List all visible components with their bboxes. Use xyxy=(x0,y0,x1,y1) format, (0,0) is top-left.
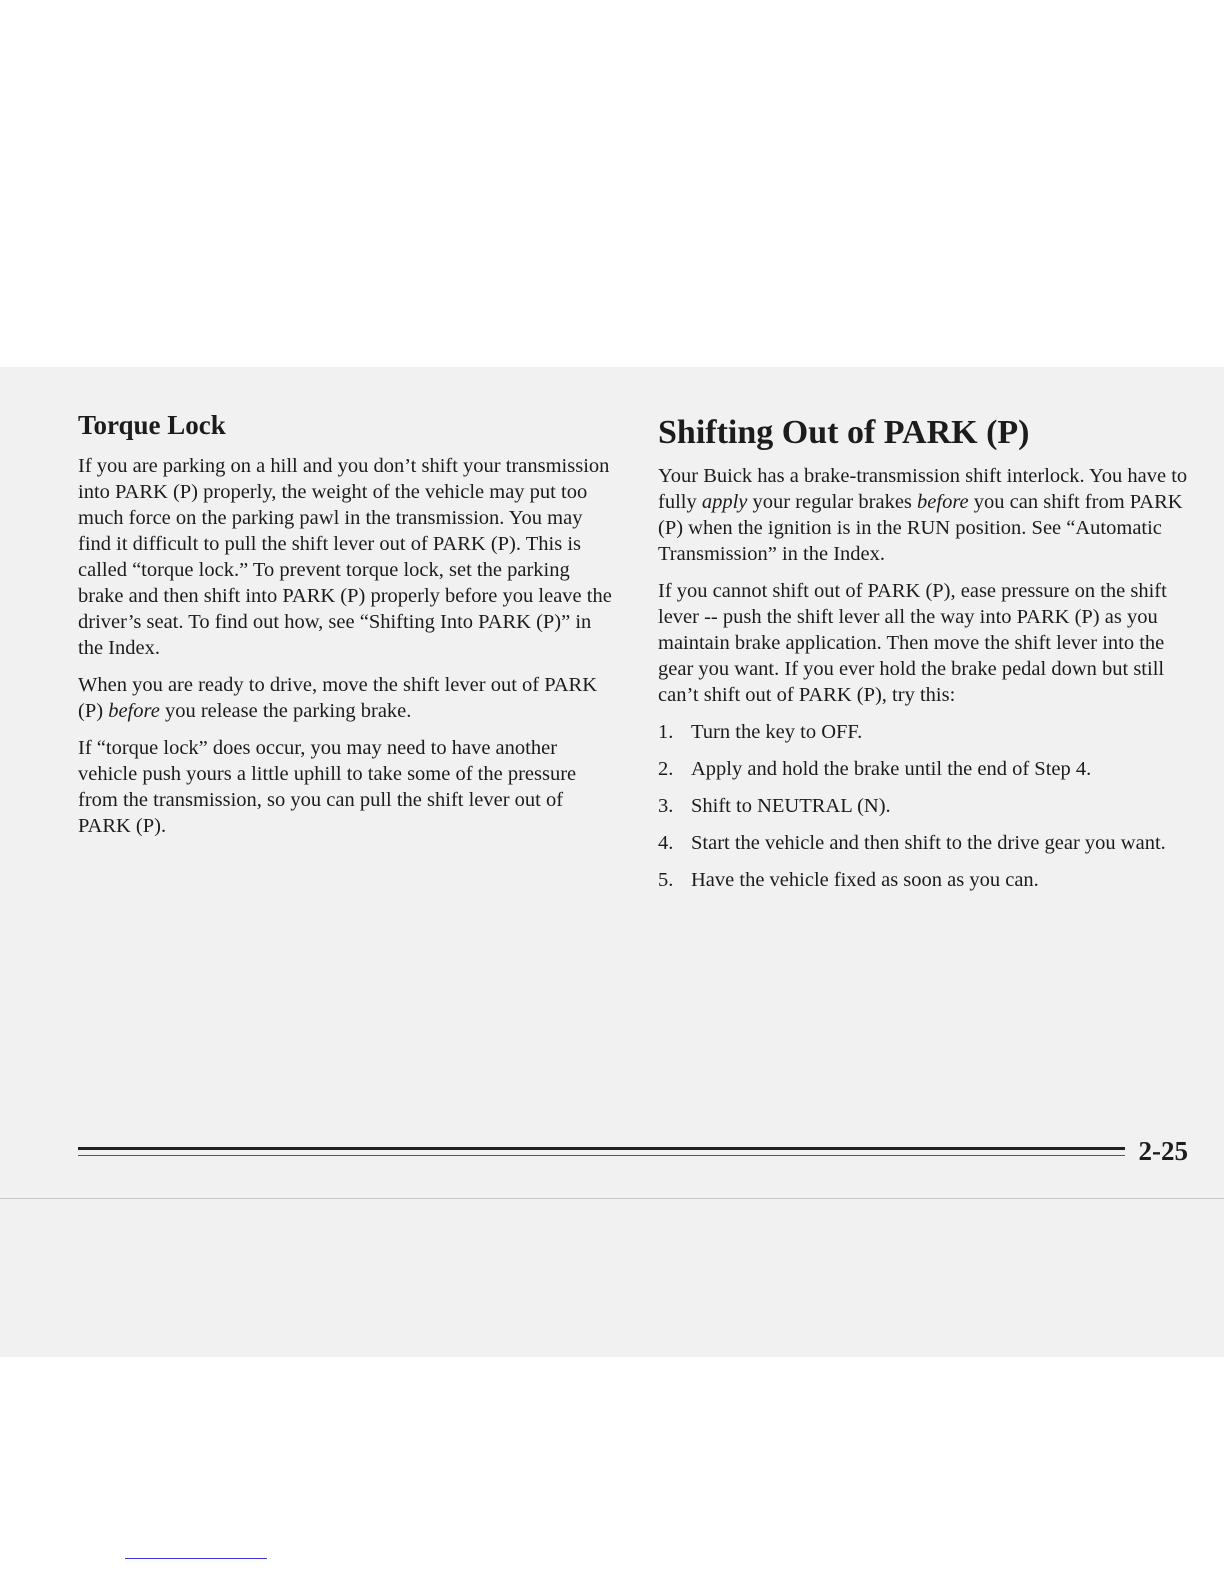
page-bottom-divider xyxy=(0,1198,1224,1199)
text-run: Your Buick has a brake-transmission shift interlock. You have to fully xyxy=(658,464,1188,513)
emphasis-before: before xyxy=(917,490,969,513)
text-run: When you are ready to drive, move the shift lever out of PARK (P) xyxy=(78,673,598,722)
steps-list xyxy=(658,719,1188,893)
shifting-out-paragraph-1 xyxy=(658,463,1188,567)
step-text: Apply and hold the brake until the end of Step 4. xyxy=(691,757,1092,780)
step-text: Shift to NEUTRAL (N). xyxy=(691,794,891,817)
step-text: Start the vehicle and then shift to the drive gear you want. xyxy=(691,831,1166,854)
emphasis-apply: apply xyxy=(701,490,748,513)
step-number: 5. xyxy=(658,868,674,891)
torque-lock-paragraph-3: If “torque lock” does occur, you may need to have another vehicle push yours a little uphill to take some of the pressure from the transmission, so you can pull the shift lever out of PARK (P). xyxy=(78,736,577,837)
list-item xyxy=(658,867,1188,893)
step-number: 3. xyxy=(658,794,674,817)
footer-link-underline[interactable] xyxy=(125,1558,267,1559)
torque-lock-heading: Torque Lock xyxy=(78,410,226,440)
shifting-out-paragraph-2: If you cannot shift out of PARK (P), ease pressure on the shift lever -- push the shift lever all the way into PARK (P) as you maintain brake application. Then move the shift lever into the gear you want. If you ever hold the brake pedal down but still can’t shift out of PARK (P), try this: xyxy=(658,579,1167,706)
right-column xyxy=(658,412,1188,904)
footer-rule-thin xyxy=(78,1155,1125,1156)
text-run: your regular brakes xyxy=(747,490,918,513)
emphasis-before: before xyxy=(108,699,160,722)
list-item xyxy=(658,719,1188,745)
step-number: 1. xyxy=(658,720,674,743)
text-run: you can shift from PARK (P) when the ignition is in the RUN position. See “Automatic Transmission” in the Index. xyxy=(658,490,1183,565)
list-item xyxy=(658,830,1188,856)
step-text: Have the vehicle fixed as soon as you can. xyxy=(691,868,1039,891)
step-text: Turn the key to OFF. xyxy=(691,720,863,743)
left-column xyxy=(78,409,618,850)
torque-lock-paragraph-2 xyxy=(78,672,618,724)
step-number: 4. xyxy=(658,831,674,854)
list-item xyxy=(658,793,1188,819)
step-number: 2. xyxy=(658,757,674,780)
footer-rule-thick xyxy=(78,1147,1125,1150)
text-run: you release the parking brake. xyxy=(159,699,412,722)
list-item xyxy=(658,756,1188,782)
page-number: 2-25 xyxy=(1138,1136,1188,1166)
torque-lock-paragraph-1: If you are parking on a hill and you don’t shift your transmission into PARK (P) properly, the weight of the vehicle may put too much force on the parking pawl in the transmission. You may find it difficult to pull the shift lever out of PARK (P). This is called “torque lock.” To prevent torque lock, set the parking brake and then shift into PARK (P) properly before you leave the driver’s seat. To find out how, see “Shifting Into PARK (P)” in the Index. xyxy=(78,454,612,659)
shifting-out-heading: Shifting Out of PARK (P) xyxy=(658,414,1030,451)
